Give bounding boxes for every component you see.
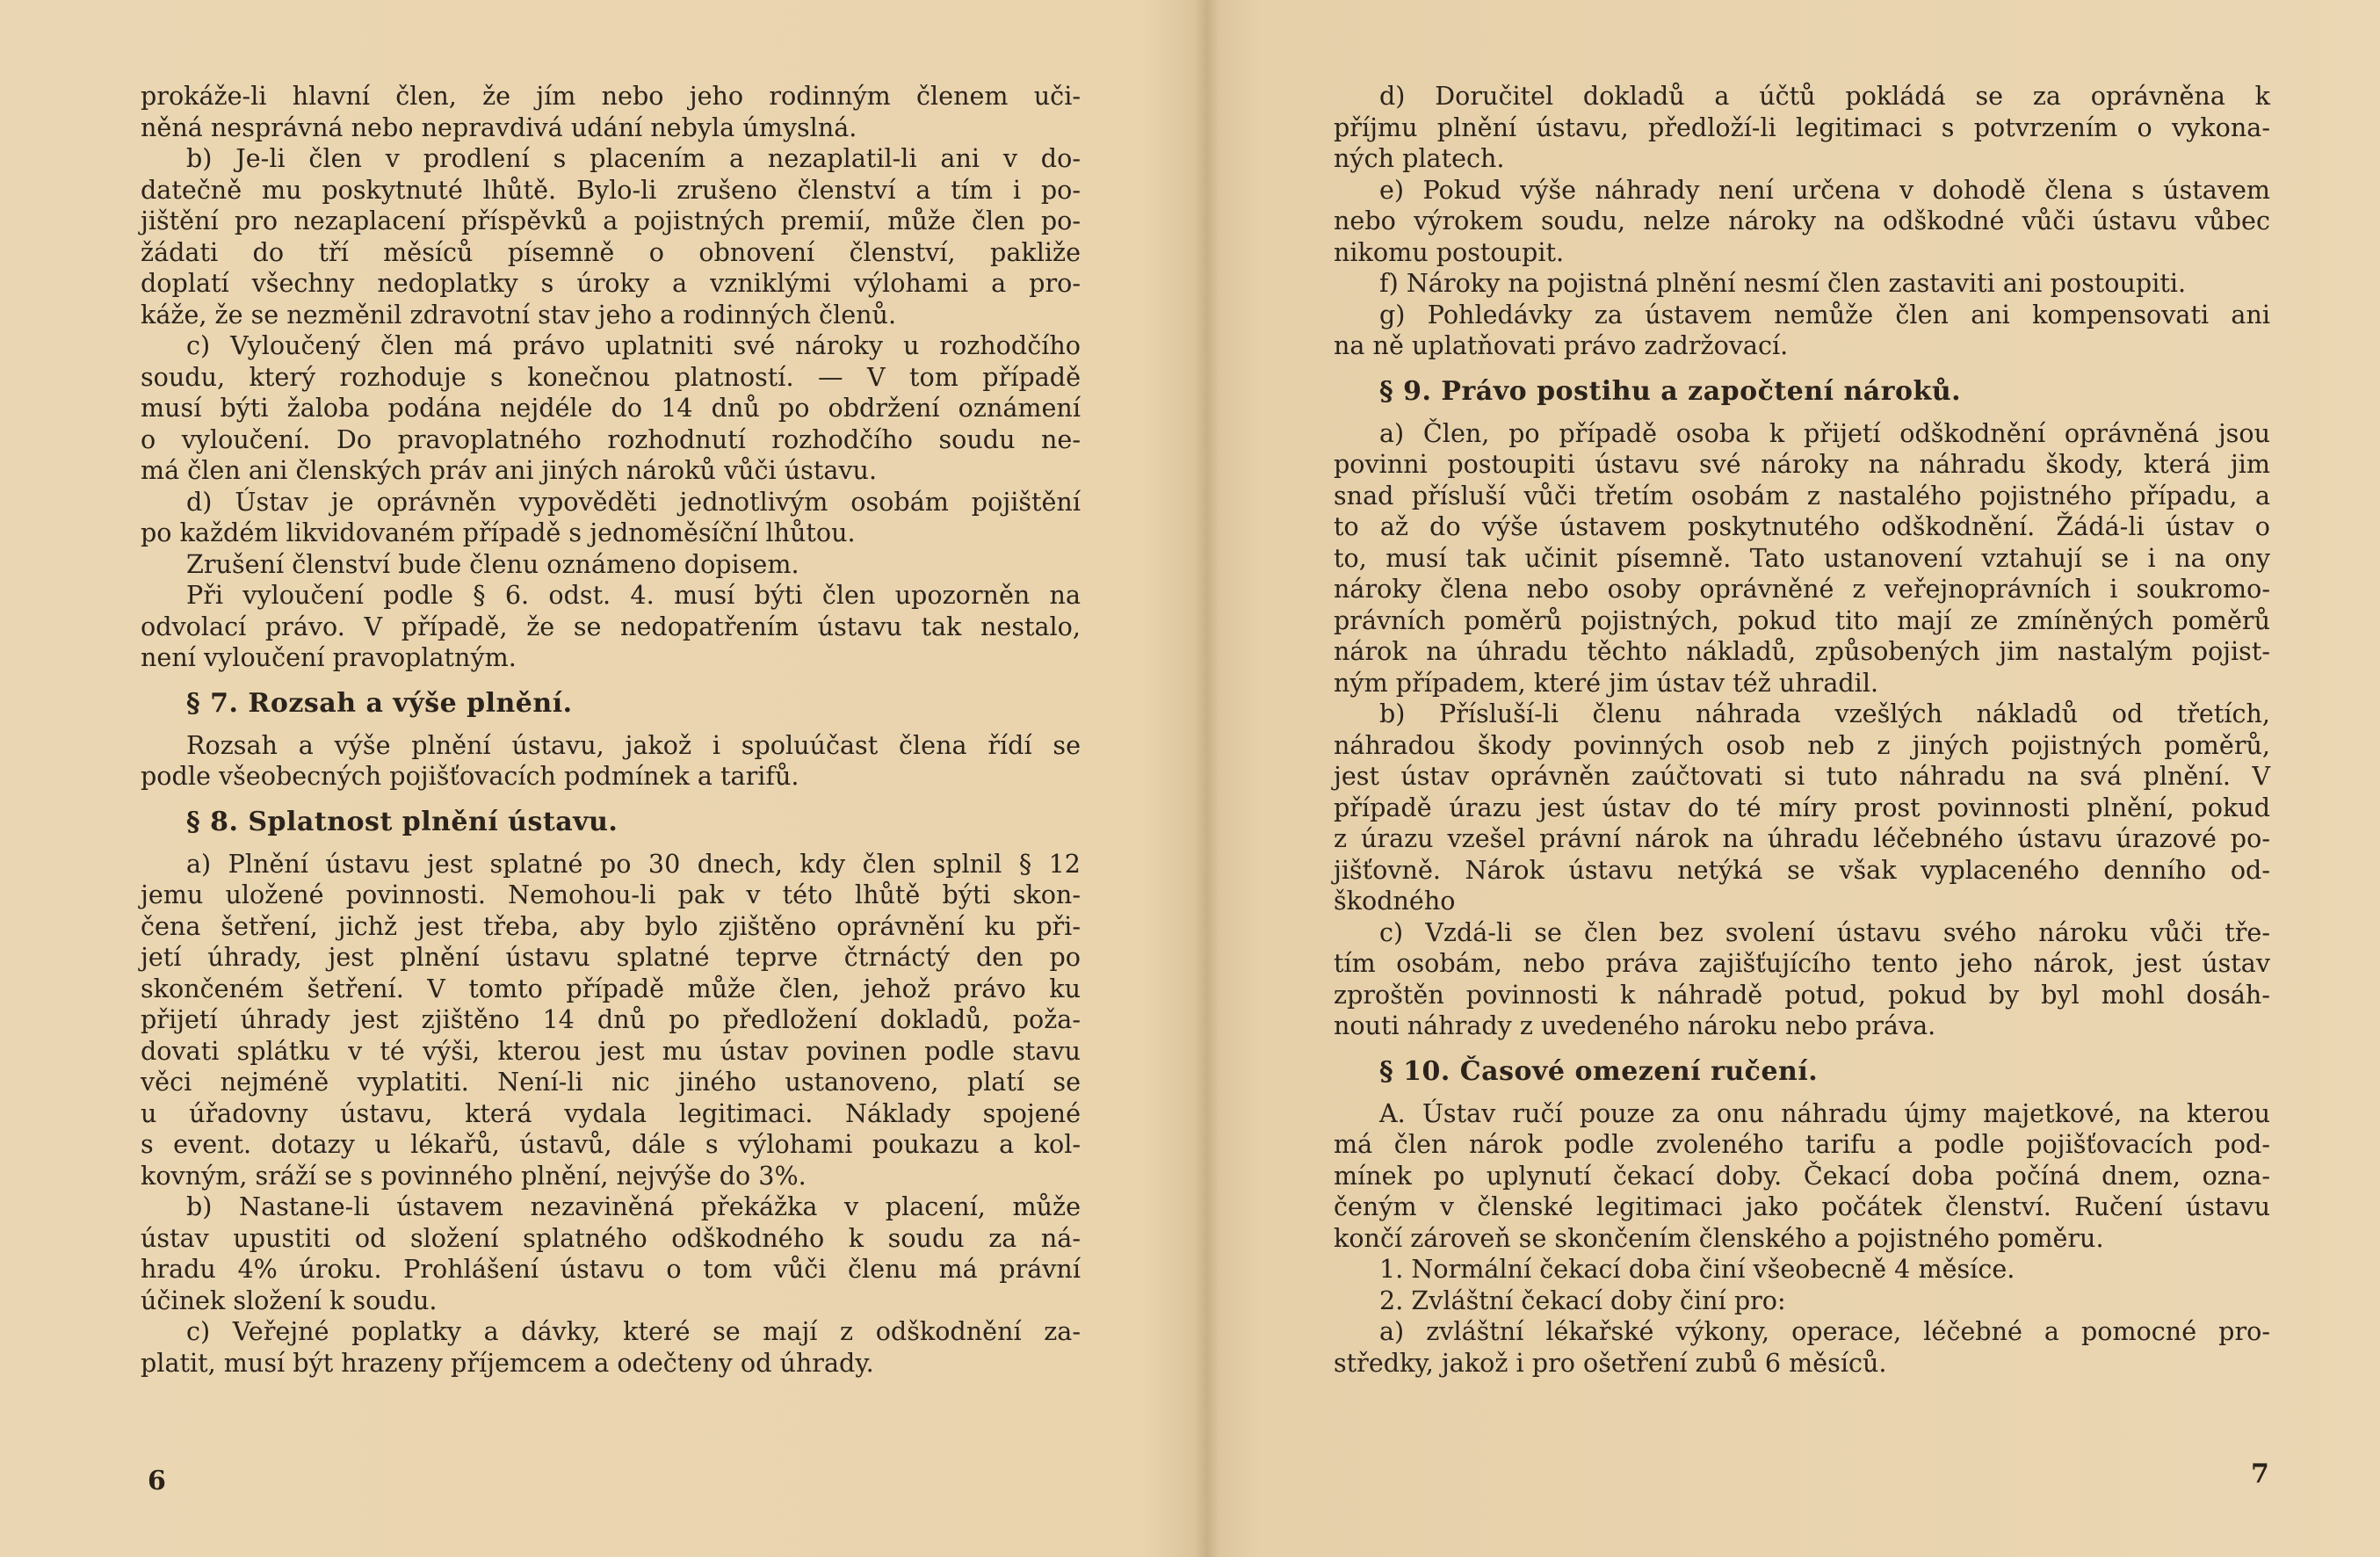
text-line: případě úrazu jest ústav do té míry prost povinnosti plnění, pokud bbox=[1334, 792, 2270, 822]
section-heading bbox=[186, 688, 1081, 720]
paragraph bbox=[141, 549, 1081, 581]
paragraph bbox=[141, 730, 1081, 793]
text-line: přijetí úhrady jest zjištěno 14 dnů po předložení dokladů, poža- bbox=[141, 1004, 1081, 1034]
paragraph bbox=[1334, 917, 2270, 1042]
text-line: a) Plnění ústavu jest splatné po 30 dnech, kdy člen splnil § 12 bbox=[186, 848, 1081, 879]
section-heading-text: § 7. Rozsah a výše plnění. bbox=[186, 687, 573, 719]
text-line: na ně uplatňovati právo zadržovací. bbox=[1334, 330, 1789, 360]
text-line: jetí úhrady, jest plnění ústavu splatné teprve čtrnáctý den po bbox=[141, 942, 1081, 972]
text-line: káže, že se nezměnil zdravotní stav jeho a rodinných členů. bbox=[141, 299, 897, 330]
section-heading-text: § 9. Právo postihu a započtení nároků. bbox=[1379, 375, 1962, 407]
paragraph bbox=[141, 1316, 1081, 1379]
text-line: jištění pro nezaplacení příspěvků a pojistných premií, může člen po- bbox=[141, 206, 1081, 235]
paragraph bbox=[141, 580, 1081, 674]
text-line: prokáže-li hlavní člen, že jím nebo jeho rodinným členem uči- bbox=[141, 81, 1081, 111]
text-line: musí býti žaloba podána nejdéle do 14 dnů po obdržení oznámení bbox=[141, 393, 1081, 423]
text-line: e) Pokud výše náhrady není určena v dohodě člena s ústavem bbox=[1379, 174, 2270, 205]
paragraph bbox=[1334, 1285, 2270, 1317]
text-line: z úrazu vzešel právní nárok na úhradu léčebného ústavu úrazové po- bbox=[1334, 823, 2270, 853]
text-line: b) Nastane-li ústavem nezaviněná překážka v placení, může bbox=[186, 1191, 1081, 1221]
paragraph bbox=[141, 81, 1081, 143]
text-line: má člen nárok podle zvoleného tarifu a podle pojišťovacích pod- bbox=[1334, 1129, 2270, 1159]
text-line: čena šetření, jichž jest třeba, aby bylo zjištěno oprávnění ku při- bbox=[141, 910, 1081, 941]
text-line: škodného bbox=[1334, 886, 1456, 916]
paragraph bbox=[1334, 268, 2270, 300]
text-line: b) Je-li člen v prodlení s placením a nezaplatil-li ani v do- bbox=[186, 143, 1081, 173]
page-number-left: 6 bbox=[148, 1466, 166, 1496]
text-line: Při vyloučení podle § 6. odst. 4. musí býti člen upozorněn na bbox=[186, 580, 1081, 610]
text-line: tím osobám, nebo práva zajišťujícího tento jeho nárok, jest ústav bbox=[1334, 948, 2270, 978]
text-line: a) zvláštní lékařské výkony, operace, léčebné a pomocné pro- bbox=[1379, 1316, 2270, 1346]
text-line: s event. dotazy u lékařů, ústavů, dále s výlohami poukazu a kol- bbox=[141, 1129, 1081, 1159]
text-line: kovným, sráží se s povinného plnění, nejvýše do 3%. bbox=[141, 1160, 807, 1191]
text-line: právních poměrů pojistných, pokud tito mají ze zmíněných poměrů bbox=[1334, 605, 2270, 635]
text-line: f) Nároky na pojistná plnění nesmí člen zastaviti ani postoupiti. bbox=[1379, 268, 2187, 298]
text-line: něná nesprávná nebo nepravdivá udání nebyla úmyslná. bbox=[141, 112, 857, 142]
text-line: platit, musí být hrazeny příjemcem a odečteny od úhrady. bbox=[141, 1347, 874, 1378]
text-line: to až do výše ústavem poskytnutého odškodnění. Žádá-li ústav o bbox=[1334, 511, 2270, 541]
section-heading bbox=[186, 807, 1081, 838]
text-line: povinni postoupiti ústavu své nároky na náhradu škody, která jim bbox=[1334, 449, 2270, 479]
text-line: končí zároveň se skončením členského a pojistného poměru. bbox=[1334, 1222, 2104, 1253]
page-number-right: 7 bbox=[2251, 1459, 2269, 1489]
text-line: ústav upustiti od složení splatného odškodného k soudu za ná- bbox=[141, 1222, 1081, 1253]
text-line: b) Přísluší-li členu náhrada vzešlých nákladů od třetích, bbox=[1379, 699, 2270, 728]
section-heading-text: § 8. Splatnost plnění ústavu. bbox=[186, 806, 619, 837]
text-line: d) Ústav je oprávněn vypověděti jednotlivým osobám pojištění bbox=[186, 486, 1081, 517]
text-line: ných platech. bbox=[1334, 143, 1505, 173]
paragraph bbox=[141, 330, 1081, 487]
text-line: a) Člen, po případě osoba k přijetí odškodnění oprávněná jsou bbox=[1379, 417, 2270, 448]
paragraph bbox=[1334, 1254, 2270, 1285]
section-heading bbox=[1379, 1056, 2270, 1088]
text-line: nároky člena nebo osoby oprávněné z veřejnoprávních i soukromo- bbox=[1334, 574, 2270, 604]
text-line: datečně mu poskytnuté lhůtě. Bylo-li zrušeno členství a tím i po- bbox=[141, 174, 1081, 205]
text-line: žádati do tří měsíců písemně o obnovení členství, pakliže bbox=[141, 236, 1081, 267]
text-line: soudu, který rozhoduje s konečnou platností. — V tom případě bbox=[141, 361, 1081, 392]
right-page bbox=[1334, 81, 2270, 1379]
text-line: nouti náhrady z uvedeného nároku nebo práva. bbox=[1334, 1010, 1936, 1040]
text-line: po každém likvidovaném případě s jednoměsíční lhůtou. bbox=[141, 518, 856, 547]
text-line: Zrušení členství bude členu oznámeno dopisem. bbox=[186, 548, 799, 579]
text-line: ným případem, které jim ústav též uhradil. bbox=[1334, 667, 1879, 698]
text-line: není vyloučení pravoplatným. bbox=[141, 642, 517, 672]
text-line: účinek složení k soudu. bbox=[141, 1285, 438, 1315]
paragraph bbox=[1334, 81, 2270, 175]
text-line: to, musí tak učinit písemně. Tato ustanovení vztahují se i na ony bbox=[1334, 542, 2270, 573]
text-line: věci nejméně vyplatiti. Není-li nic jiného ustanoveno, platí se bbox=[141, 1067, 1081, 1097]
text-line: c) Veřejné poplatky a dávky, které se mají z odškodnění za- bbox=[186, 1316, 1081, 1346]
paragraph bbox=[141, 487, 1081, 549]
paragraph bbox=[1334, 699, 2270, 917]
text-line: podle všeobecných pojišťovacích podmínek a tarifů. bbox=[141, 761, 799, 791]
text-line: jišťovně. Nárok ústavu netýká se však vyplaceného denního od- bbox=[1334, 854, 2270, 885]
text-line: příjmu plnění ústavu, předloží-li legitimaci s potvrzením o vykona- bbox=[1334, 112, 2270, 142]
text-line: d) Doručitel dokladů a účtů pokládá se za oprávněna k bbox=[1379, 81, 2270, 111]
paragraph bbox=[1334, 1316, 2270, 1379]
section-heading-text: § 10. Časové omezení ručení. bbox=[1379, 1055, 1819, 1087]
paragraph bbox=[141, 1191, 1081, 1316]
paragraph bbox=[1334, 300, 2270, 362]
text-line: má člen ani členských práv ani jiných nároků vůči ústavu. bbox=[141, 455, 878, 485]
paragraph bbox=[1334, 175, 2270, 269]
paragraph bbox=[141, 849, 1081, 1192]
text-line: odvolací právo. V případě, že se nedopatřením ústavu tak nestalo, bbox=[141, 611, 1081, 641]
paragraph bbox=[1334, 1098, 2270, 1255]
text-line: doplatí všechny nedoplatky s úroky a vzniklými výlohami a pro- bbox=[141, 268, 1081, 298]
text-line: čeným v členské legitimaci jako počátek členství. Ručení ústavu bbox=[1334, 1191, 2270, 1221]
text-line: mínek po uplynutí čekací doby. Čekací doba počíná dnem, ozna- bbox=[1334, 1160, 2270, 1191]
text-line: A. Ústav ručí pouze za onu náhradu újmy majetkové, na kterou bbox=[1379, 1097, 2270, 1128]
section-heading bbox=[1379, 376, 2270, 408]
text-line: hradu 4% úroku. Prohlášení ústavu o tom vůči členu má právní bbox=[141, 1254, 1081, 1284]
text-line: náhradou škody povinných osob neb z jiných pojistných poměrů, bbox=[1334, 729, 2270, 760]
text-line: c) Vyloučený člen má právo uplatniti své nároky u rozhodčího bbox=[186, 330, 1081, 360]
text-line: o vyloučení. Do pravoplatného rozhodnutí rozhodčího soudu ne- bbox=[141, 424, 1081, 454]
paragraph bbox=[1334, 418, 2270, 699]
text-line: zproštěn povinnosti k náhradě potud, pokud by byl mohl dosáh- bbox=[1334, 979, 2270, 1010]
text-line: středky, jakož i pro ošetření zubů 6 měsíců. bbox=[1334, 1347, 1887, 1378]
text-line: skončeném šetření. V tomto případě může člen, jehož právo ku bbox=[141, 973, 1081, 1003]
left-page bbox=[141, 81, 1081, 1379]
text-line: jest ústav oprávněn zaúčtovati si tuto náhradu na svá plnění. V bbox=[1334, 761, 2270, 791]
text-line: 2. Zvláštní čekací doby činí pro: bbox=[1379, 1285, 1786, 1315]
text-line: g) Pohledávky za ústavem nemůže člen ani kompensovati ani bbox=[1379, 299, 2270, 330]
text-line: snad přísluší vůči třetím osobám z nastalého pojistného případu, a bbox=[1334, 480, 2270, 511]
text-line: Rozsah a výše plnění ústavu, jakož i spoluúčast člena řídí se bbox=[186, 729, 1081, 760]
text-line: 1. Normální čekací doba činí všeobecně 4 měsíce. bbox=[1379, 1254, 2015, 1284]
paragraph bbox=[141, 143, 1081, 330]
text-line: nikomu postoupit. bbox=[1334, 236, 1565, 267]
text-line: c) Vzdá-li se člen bez svolení ústavu svého nároku vůči tře- bbox=[1379, 916, 2270, 947]
book-gutter bbox=[1195, 0, 1219, 1557]
text-line: dovati splátku v té výši, kterou jest mu ústav povinen podle stavu bbox=[141, 1035, 1081, 1066]
text-line: u úřadovny ústavu, která vydala legitimaci. Náklady spojené bbox=[141, 1097, 1081, 1128]
text-line: nebo výrokem soudu, nelze nároky na odškodné vůči ústavu vůbec bbox=[1334, 206, 2270, 235]
text-line: jemu uložené povinnosti. Nemohou-li pak v této lhůtě býti skon- bbox=[141, 880, 1081, 909]
text-line: nárok na úhradu těchto nákladů, způsobených jim nastalým pojist- bbox=[1334, 636, 2270, 666]
